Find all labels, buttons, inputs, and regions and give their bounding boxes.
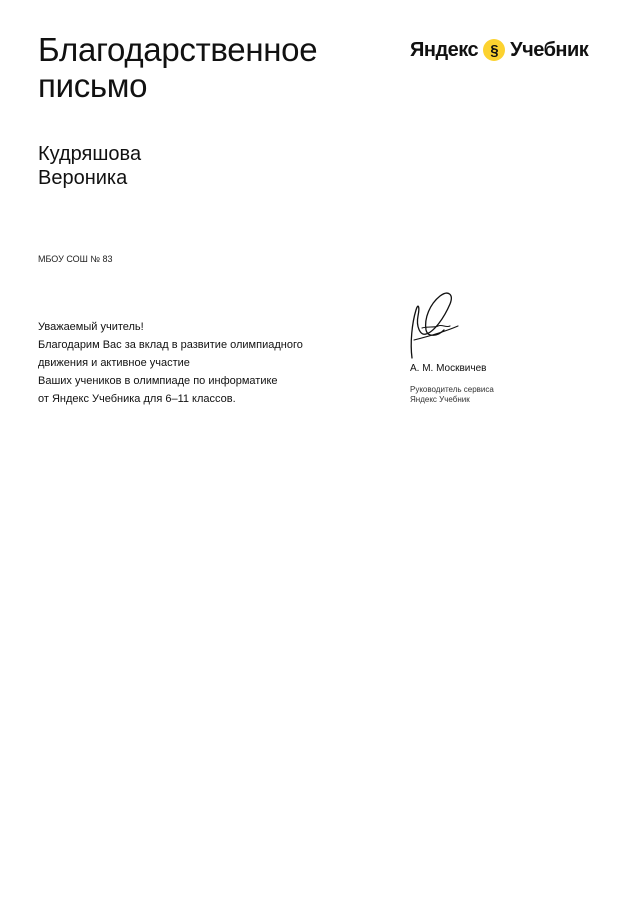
letter-title-line: письмо: [38, 67, 148, 104]
handwritten-signature-icon: [404, 288, 464, 360]
signer-role: [410, 385, 494, 405]
signer-name: А. М. Москвичев: [410, 363, 487, 374]
section-sign-icon: §: [483, 39, 505, 61]
logo-right-text: Учебник: [510, 38, 589, 61]
letter-title-line: Благодарственное: [38, 31, 318, 68]
letter-body: [38, 318, 358, 408]
body-line: Уважаемый учитель!: [38, 321, 144, 333]
body-line: от Яндекс Учебника для 6–11 классов.: [38, 393, 236, 405]
yandex-uchebnik-logo: [410, 38, 588, 62]
recipient-name: [38, 142, 141, 190]
body-line: движения и активное участие: [38, 357, 190, 369]
body-line: Ваших учеников в олимпиаде по информатике: [38, 375, 278, 387]
signer-role-line: Яндекс Учебник: [410, 395, 470, 404]
letter-title: [38, 32, 368, 104]
recipient-given-name: Вероника: [38, 167, 128, 189]
recipient-surname: Кудряшова: [38, 143, 142, 165]
school-name: МБОУ СОШ № 83: [38, 254, 113, 264]
logo-left-text: Яндекс: [410, 38, 479, 61]
body-line: Благодарим Вас за вклад в развитие олимпиадного: [38, 339, 303, 351]
signer-role-line: Руководитель сервиса: [410, 385, 494, 394]
